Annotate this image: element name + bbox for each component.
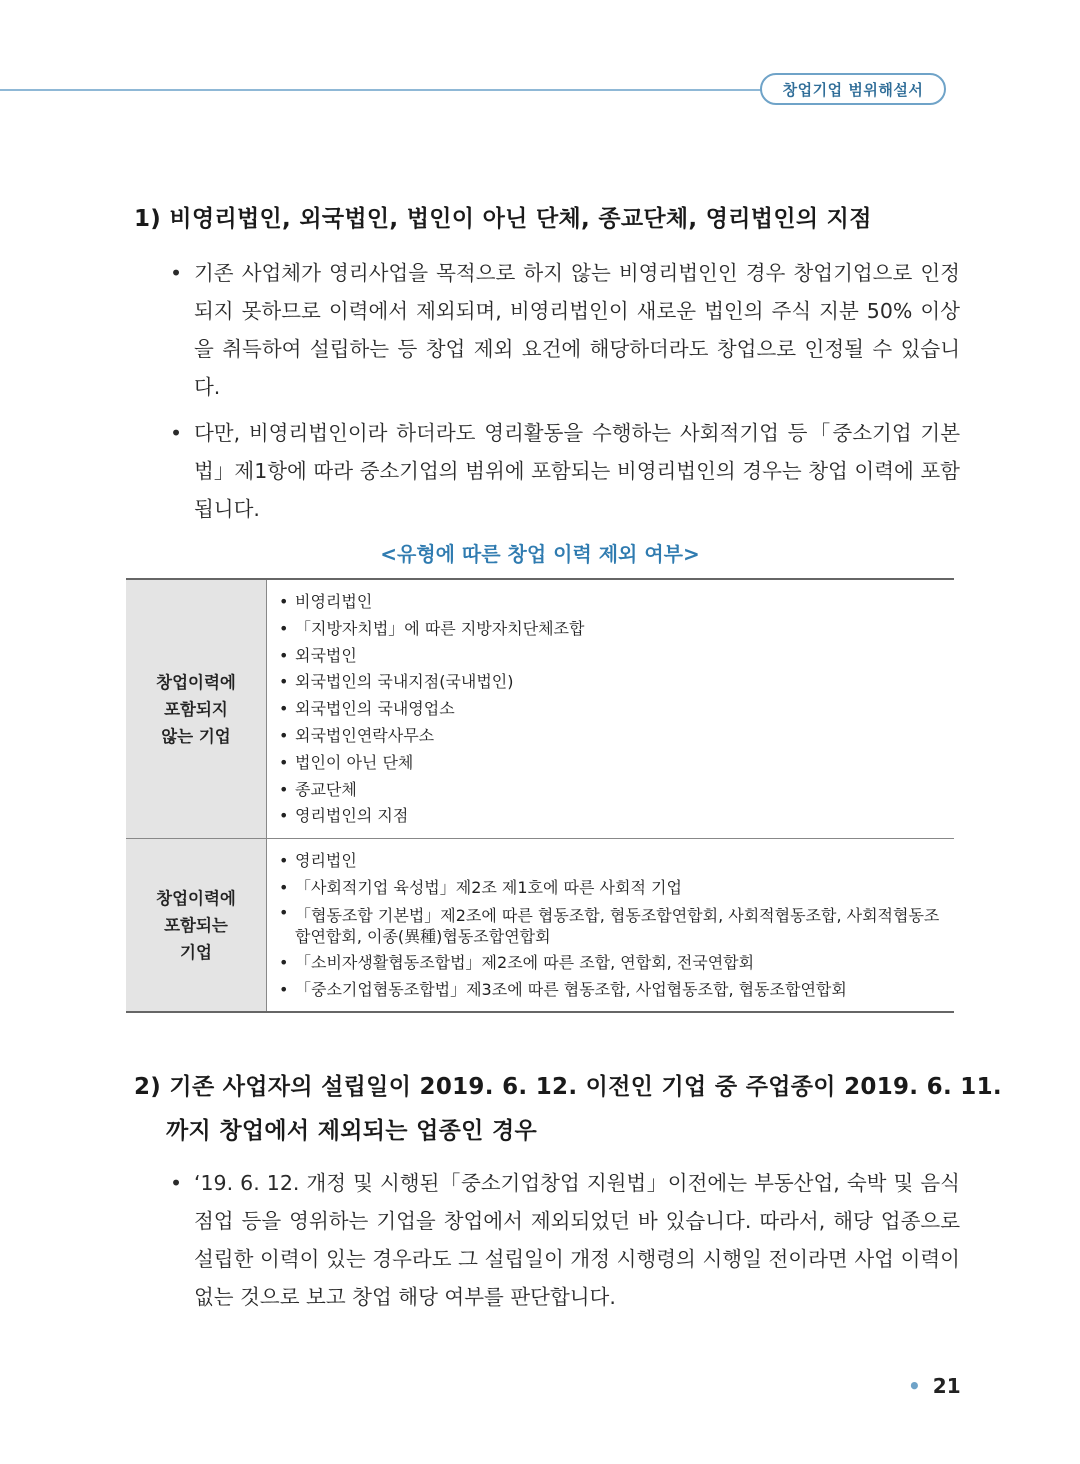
list-item: • 「사회적기업 육성법」제2조 제1호에 따른 사회적 기업 <box>277 875 954 902</box>
list-item: • 「지방자치법」에 따른 지방자치단체조합 <box>277 616 954 643</box>
category-line: 포함되는 <box>164 915 228 935</box>
category-line: 창업이력에 <box>156 888 236 908</box>
section1-paragraph-1 <box>170 254 960 406</box>
list-item: • 영리법인의 지점 <box>277 803 954 830</box>
category-line: 않는 기업 <box>161 726 231 746</box>
bullet-icon: • <box>170 421 183 445</box>
exclusion-table <box>126 578 954 1013</box>
page-dot-icon: • <box>908 1374 921 1398</box>
table-row <box>126 839 954 1013</box>
page-number <box>908 1374 961 1398</box>
items-cell-included <box>267 839 955 1013</box>
list-item: • 종교단체 <box>277 777 954 804</box>
list-item: • 외국법인의 국내영업소 <box>277 696 954 723</box>
section1-title: 1) 비영리법인, 외국법인, 법인이 아닌 단체, 종교단체, 영리법인의 지점 <box>134 206 872 232</box>
table-row <box>126 579 954 839</box>
category-cell-excluded <box>126 579 267 839</box>
category-line: 창업이력에 <box>156 672 236 692</box>
bullet-icon: • <box>170 1171 183 1195</box>
list-item: • 외국법인 <box>277 643 954 670</box>
category-cell-included <box>126 839 267 1013</box>
paragraph-text: 다만, 비영리법인이라 하더라도 영리활동을 수행하는 사회적기업 등「중소기업 기본법」제1항에 따라 중소기업의 범위에 포함되는 비영리법인의 경우는 창업 이력에 포함됩니다. <box>194 421 960 521</box>
list-item: • 「소비자생활협동조합법」제2조에 따른 조합, 연합회, 전국연합회 <box>277 950 954 977</box>
section1-paragraph-2 <box>170 414 960 528</box>
category-line: 포함되지 <box>164 699 228 719</box>
paragraph-text: ‘19. 6. 12. 개정 및 시행된「중소기업창업 지원법」이전에는 부동산업, 숙박 및 음식점업 등을 영위하는 기업을 창업에서 제외되었던 바 있습니다. 따라서, 해당 업종으로 설립한 이력이 있는 경우라도 그 설립일이 개정 시행령의 시행일 전이라면 사업 이력이 없는 것으로 보고 창업 해당 여부를 판단합니다. <box>194 1171 960 1309</box>
section2-paragraph-1 <box>170 1164 960 1316</box>
list-item: • 법인이 아닌 단체 <box>277 750 954 777</box>
list-item: • 외국법인의 국내지점(국내법인) <box>277 669 954 696</box>
section2-title-line-2: 까지 창업에서 제외되는 업종인 경우 <box>166 1118 537 1144</box>
items-cell-excluded <box>267 579 955 839</box>
bullet-icon: • <box>170 261 183 285</box>
page-number-text: 21 <box>932 1374 961 1398</box>
table-caption: <유형에 따른 창업 이력 제외 여부> <box>380 542 700 566</box>
list-item: • 비영리법인 <box>277 589 954 616</box>
list-item: • 「협동조합 기본법」제2조에 따른 협동조합, 협동조합연합회, 사회적협동조합, 사회적협동조합연합회, 이종(異種)협동조합연합회 <box>277 902 954 950</box>
category-line: 기업 <box>180 942 212 962</box>
header-document-tag: 창업기업 범위해설서 <box>760 73 946 105</box>
list-item: • 외국법인연락사무소 <box>277 723 954 750</box>
section2-title-line-1: 2) 기존 사업자의 설립일이 2019. 6. 12. 이전인 기업 중 주업종이 2019. 6. 11. <box>134 1074 1002 1100</box>
paragraph-text: 기존 사업체가 영리사업을 목적으로 하지 않는 비영리법인인 경우 창업기업으로 인정되지 못하므로 이력에서 제외되며, 비영리법인이 새로운 법인의 주식 지분 50% 이상을 취득하여 설립하는 등 창업 제외 요건에 해당하더라도 창업으로 인정될 수 있습니다. <box>194 261 960 399</box>
header-rule <box>0 89 770 91</box>
list-item: • 「중소기업협동조합법」제3조에 따른 협동조합, 사업협동조합, 협동조합연합회 <box>277 977 954 1004</box>
list-item: • 영리법인 <box>277 848 954 875</box>
